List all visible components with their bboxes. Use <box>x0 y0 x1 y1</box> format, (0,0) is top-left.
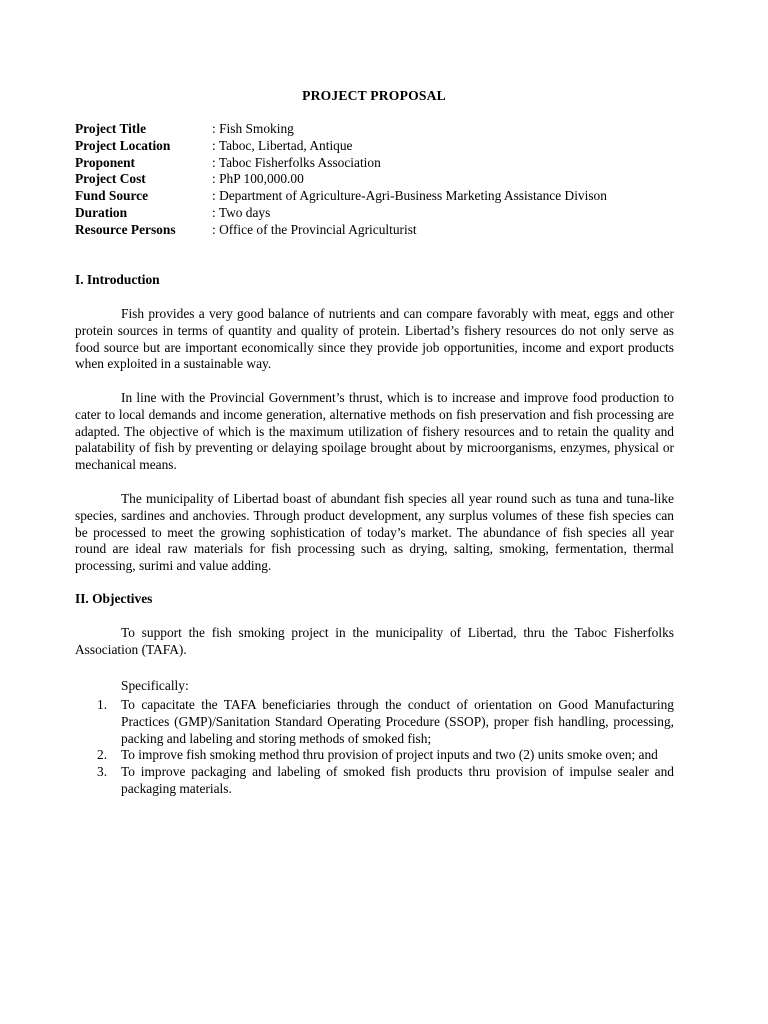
info-value: : Office of the Provincial Agriculturist <box>212 221 417 237</box>
intro-paragraph: Fish provides a very good balance of nutrients and can compare favorably with meat, eggs and other protein sources in terms of quantity and quality of protein. Libertad’s fishery resources do not only serve as food source but are important economically since they provide job opportunities, income and export products when exploited in a sustainable way. <box>75 306 674 372</box>
info-row-fund-source <box>75 188 695 205</box>
specifically-label: Specifically: <box>121 678 189 693</box>
list-item <box>75 747 674 764</box>
list-item-text: To capacitate the TAFA beneficiaries through the conduct of orientation on Good Manufacturing Practices (GMP)/Sanitation Standard Operating Procedure (SSOP), proper fish handling, processing, packing and labeling and storing methods of smoked fish; <box>121 697 674 746</box>
info-value: : Taboc, Libertad, Antique <box>212 137 353 153</box>
list-item <box>75 697 674 747</box>
info-value: : Fish Smoking <box>212 121 294 136</box>
info-label: Fund Source <box>75 188 149 204</box>
list-item-text: To improve fish smoking method thru provision of project inputs and two (2) units smoke oven; and <box>121 747 658 763</box>
info-row-proponent <box>75 155 695 172</box>
section-heading-objectives: II. Objectives <box>75 591 153 606</box>
info-row-project-title <box>75 121 695 138</box>
info-row-project-cost <box>75 171 695 188</box>
list-number: 1. <box>97 697 108 712</box>
list-item <box>75 764 674 798</box>
info-row-duration <box>75 205 695 222</box>
objectives-paragraph: To support the fish smoking project in the municipality of Libertad, thru the Taboc Fisherfolks Association (TAFA). <box>75 625 674 657</box>
info-label: Proponent <box>75 154 136 170</box>
list-number: 2. <box>97 747 108 763</box>
info-value: : Two days <box>212 204 271 220</box>
info-label: Project Title <box>75 121 147 136</box>
info-value: : Taboc Fisherfolks Association <box>212 154 381 170</box>
objectives-list <box>75 697 674 798</box>
info-label: Project Cost <box>75 171 146 187</box>
page-title: PROJECT PROPOSAL <box>302 88 446 103</box>
info-value: : PhP 100,000.00 <box>212 171 304 187</box>
section-heading-introduction: I. Introduction <box>75 272 160 287</box>
info-label: Duration <box>75 204 128 220</box>
list-number: 3. <box>97 764 108 780</box>
intro-paragraph: The municipality of Libertad boast of abundant fish species all year round such as tuna and tuna-like species, sardines and anchovies. Through product development, any surplus volumes of these fish species can be processed to meet the growing sophistication of today’s market. The abundance of fish species all year round are ideal raw materials for fish processing such as drying, salting, smoking, fermentation, thermal processing, surimi and value adding. <box>75 491 674 574</box>
info-label: Resource Persons <box>75 221 176 237</box>
info-row-resource-persons <box>75 222 695 239</box>
intro-paragraph: In line with the Provincial Government’s thrust, which is to increase and improve food production to cater to local demands and income generation, alternative methods on fish preservation and fish processing are adapted. The objective of which is the maximum utilization of fishery resources and to retain the quality and palatability of fish by preventing or delaying spoilage brought about by microorganisms, enzymes, physical or mechanical means. <box>75 390 674 473</box>
info-value: : Department of Agriculture-Agri-Business Marketing Assistance Divison <box>212 188 607 204</box>
info-row-project-location <box>75 138 695 155</box>
list-item-text: To improve packaging and labeling of smoked fish products thru provision of impulse sealer and packaging materials. <box>121 764 674 796</box>
project-info-table <box>75 121 695 239</box>
info-label: Project Location <box>75 137 171 153</box>
